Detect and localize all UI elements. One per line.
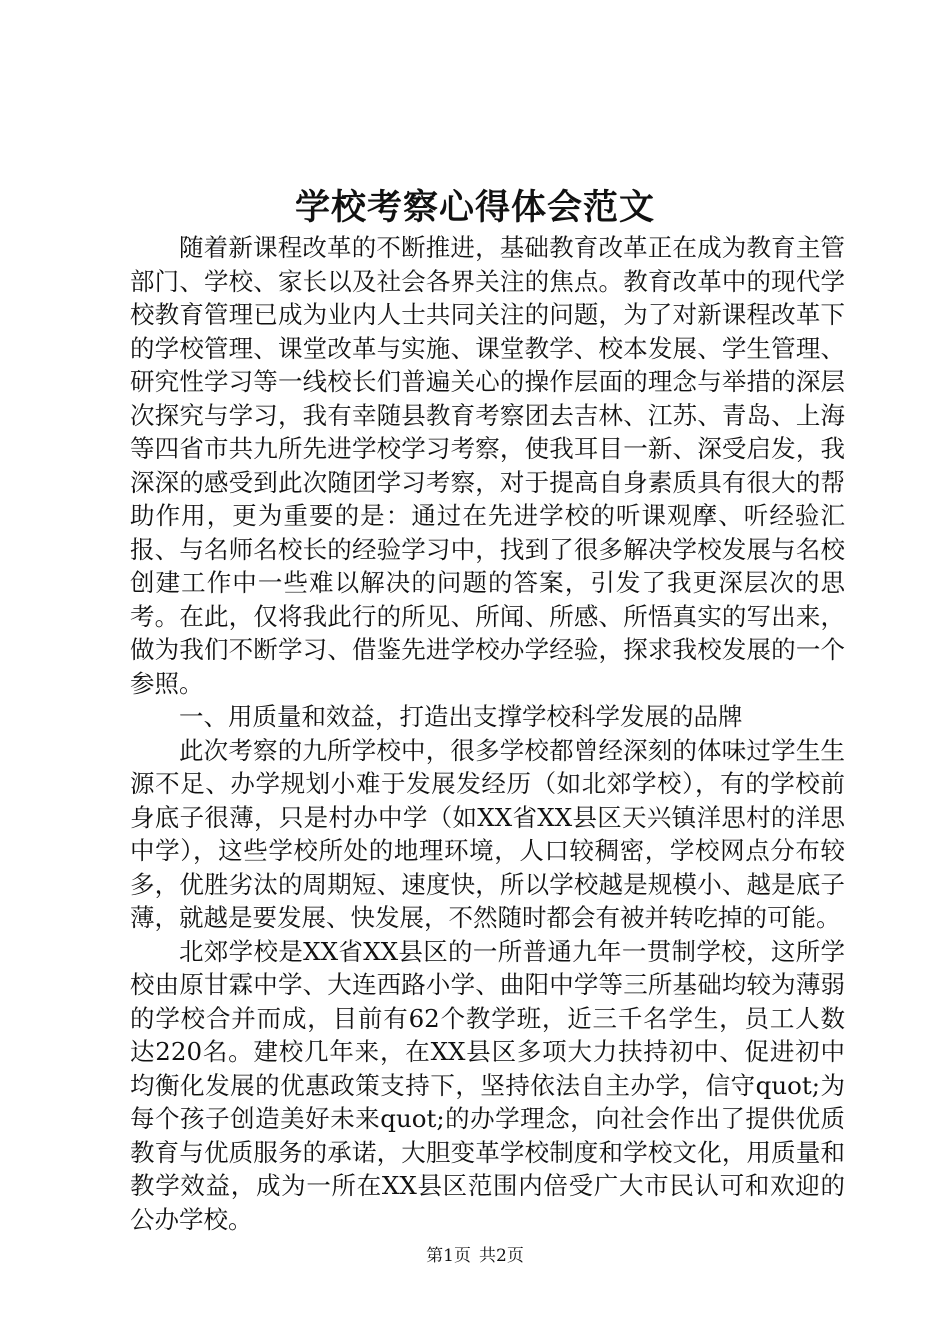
paragraph-beijiao-school: 北郊学校是XX省XX县区的一所普通九年一贯制学校，这所学校由原甘霖中学、大连西路小学、曲阳中学等三所基础均较为薄弱的学校合并而成，目前有62个教学班，近三千名学生，员工人数达220名。建校几年来，在XX县区多项大力扶持初中、促进初中均衡化发展的优惠政策支持下，坚持依法自主办学，信守quot;为每个孩子创造美好未来quot;的办学理念，向社会作出了提供优质教育与优质服务的承诺，大胆变革学校制度和学校文化，用质量和教学效益，成为一所在XX县区范围内倍受广大市民认可和欢迎的公办学校。 (130, 936, 845, 1234)
document-body (130, 231, 845, 1236)
paragraph-schools-overview: 此次考察的九所学校中，很多学校都曾经深刻的体味过学生生源不足、办学规划小难于发展发经历（如北郊学校），有的学校前身底子很薄，只是村办中学（如XX省XX县区天兴镇洋思村的洋思中学），这些学校所处的地理环境，人口较稠密，学校网点分布较多，优胜劣汰的周期短、速度快，所以学校越是规模小、越是底子薄，就越是要发展、快发展，不然随时都会有被并转吃掉的可能。 (130, 735, 845, 932)
page-footer (0, 1244, 950, 1268)
document-title: 学校考察心得体会范文 (294, 187, 655, 228)
paragraph-intro: 随着新课程改革的不断推进，基础教育改革正在成为教育主管部门、学校、家长以及社会各界关注的焦点。教育改革中的现代学校教育管理已成为业内人士共同关注的问题，为了对新课程改革下的学校管理、课堂改革与实施、课堂教学、校本发展、学生管理、研究性学习等一线校长们普遍关心的操作层面的理念与举措的深层次探究与学习，我有幸随县教育考察团去吉林、江苏、青岛、上海等四省市共九所先进学校学习考察，使我耳目一新、深受启发，我深深的感受到此次随团学习考察，对于提高自身素质具有很大的帮助作用，更为重要的是：通过在先进学校的听课观摩、听经验汇报、与名师名校长的经验学习中，找到了很多解决学校发展与名校创建工作中一些难以解决的问题的答案，引发了我更深层次的思考。在此，仅将我此行的所见、所闻、所感、所悟真实的写出来，做为我们不断学习、借鉴先进学校办学经验，探求我校发展的一个参照。 (130, 233, 845, 698)
page-number-total: 共2页 (479, 1246, 524, 1266)
section-heading-1: 一、用质量和效益，打造出支撑学校科学发展的品牌 (179, 702, 743, 731)
page-number-current: 第1页 (426, 1246, 471, 1266)
